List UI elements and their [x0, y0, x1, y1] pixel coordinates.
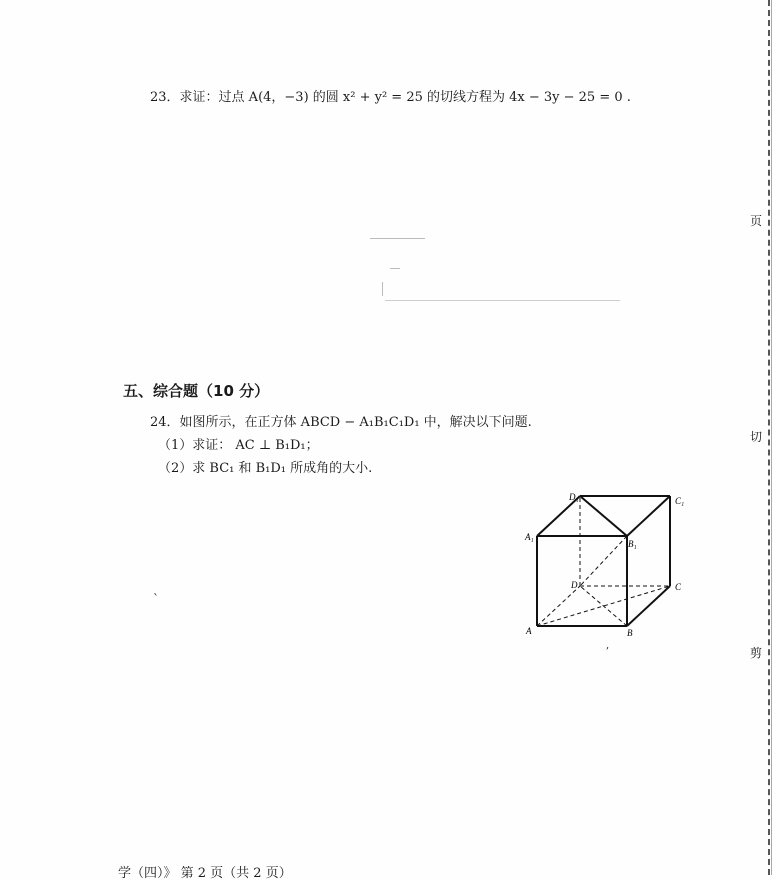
diag-B1-D1 [580, 496, 627, 536]
side-label-top: 页 [750, 214, 763, 228]
scan-artifact-line [382, 282, 383, 296]
edge-B1-C1 [627, 496, 670, 536]
label-D: D [571, 580, 578, 590]
stray-mark: ` [153, 592, 159, 606]
question-24-part-1: （1）求证： AC ⊥ B₁D₁； [158, 438, 319, 453]
label-A: A [526, 626, 532, 636]
label-B: B [627, 628, 633, 638]
question-23: 23．求证：过点 A(4，−3) 的圆 x² + y² = 25 的切线方程为 4x − 3y − 25 = 0 . [150, 90, 631, 105]
edge-BC [627, 586, 670, 626]
side-label-bottom: 剪 [750, 646, 763, 660]
scan-artifact-line [370, 238, 425, 239]
cube-figure [520, 490, 720, 650]
page-footer: 学（四）》 第 2 页（共 2 页） [118, 866, 292, 881]
edge-D1-A1 [537, 496, 580, 536]
hidden-diag-B1-D [580, 536, 627, 586]
label-D1: D₁ [569, 492, 579, 502]
scan-artifact-line [385, 300, 620, 301]
side-label-middle: 切 [750, 430, 763, 444]
section-5-title: 五、综合题（10 分） [123, 382, 270, 400]
label-A1: A₁ [525, 532, 534, 542]
stray-mark: , [606, 640, 610, 651]
hidden-diag-BD [580, 586, 627, 626]
cut-line [768, 0, 770, 875]
scan-artifact-line [390, 268, 400, 269]
question-24-part-2: （2）求 BC₁ 和 B₁D₁ 所成角的大小. [158, 461, 373, 476]
label-C1: C₁ [675, 496, 685, 506]
question-24-stem: 24．如图所示，在正方体 ABCD − A₁B₁C₁D₁ 中，解决以下问题. [150, 415, 532, 430]
label-C: C [675, 582, 682, 592]
label-B1: B₁ [628, 539, 637, 549]
